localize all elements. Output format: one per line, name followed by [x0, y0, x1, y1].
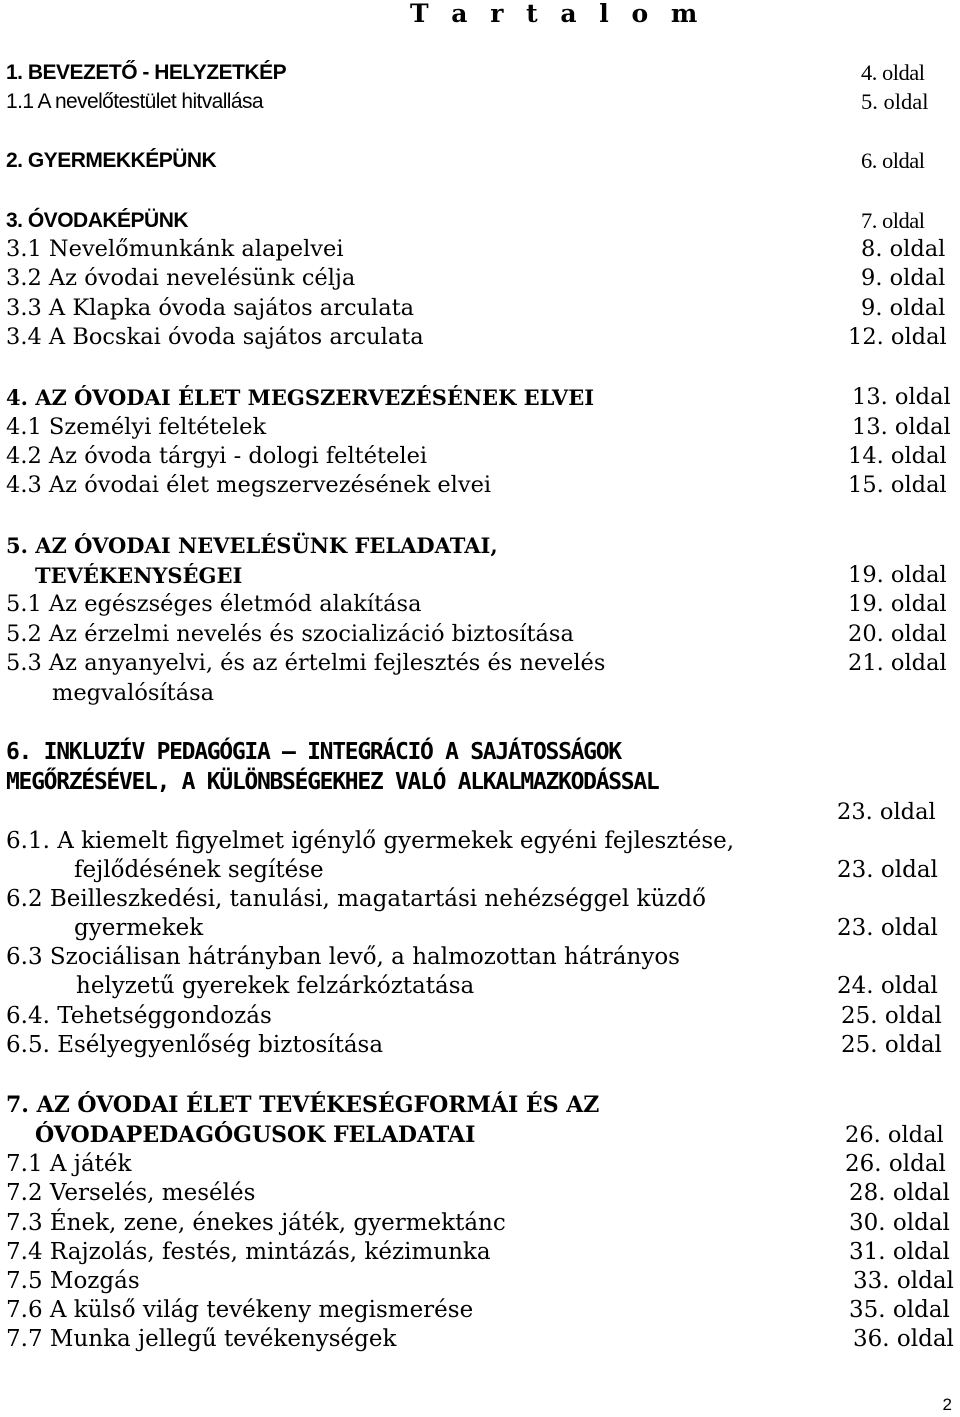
toc-entry [0, 798, 960, 827]
toc-entry [0, 58, 960, 87]
toc-entry-text: 5. AZ ÓVODAI NEVELÉSÜNK FELADATAI, [6, 533, 498, 558]
toc-entry-page: 25. oldal [841, 1032, 942, 1058]
toc-entry-page: 12. oldal [848, 324, 947, 350]
toc-entry [0, 1121, 960, 1150]
toc-entry [0, 885, 960, 914]
toc-entry-text: 5.3 Az anyanyelvi, és az értelmi fejlesztés és nevelés [6, 650, 606, 676]
toc-entry-text: megvalósítása [52, 680, 215, 706]
toc-entry-text: 7.7 Munka jellegű tevékenységek [6, 1326, 397, 1352]
toc-entry [0, 531, 960, 560]
toc-entry-page: 35. oldal [849, 1297, 950, 1323]
toc-entry-page: 9. oldal [861, 295, 946, 321]
toc-entry [0, 1091, 960, 1120]
toc-entry-text: 3.2 Az óvodai nevelésünk célja [6, 265, 356, 291]
toc-entry-text: 1.1 A nevelőtestület hitvallása [6, 90, 263, 113]
toc-entry-text: 6.4. Tehetséggondozás [6, 1003, 272, 1029]
toc-entry-text: 7.6 A külső világ tevékeny megismerése [6, 1297, 474, 1323]
toc-entry-page: 36. oldal [853, 1326, 954, 1352]
toc-entry [0, 235, 960, 264]
toc-entry [0, 1267, 960, 1296]
toc-entry [0, 1325, 960, 1354]
toc-entry [0, 649, 960, 678]
toc-entry-text: 7.1 A játék [6, 1151, 132, 1177]
toc-entry [0, 972, 960, 1001]
toc-entry-text: 7. AZ ÓVODAI ÉLET TEVÉKESÉGFORMÁI ÉS AZ [6, 1092, 600, 1118]
toc-entry-text: 4.2 Az óvoda tárgyi - dologi feltételei [6, 443, 428, 469]
toc-entry-text: 7.4 Rajzolás, festés, mintázás, kézimunka [6, 1239, 491, 1265]
toc-entry [0, 561, 960, 590]
toc-title-text: T a r t a l o m [410, 0, 705, 28]
toc-entry-text: 3.4 A Bocskai óvoda sajátos arculata [6, 324, 424, 350]
toc-entry-text: 4. AZ ÓVODAI ÉLET MEGSZERVEZÉSÉNEK ELVEI [6, 385, 595, 410]
toc-entry [0, 383, 960, 412]
toc-entry-page: 31. oldal [849, 1239, 950, 1265]
toc-entry [0, 413, 960, 442]
toc-entry-text: 3.1 Nevelőmunkánk alapelvei [6, 236, 344, 262]
toc-entry-text: 4.3 Az óvodai élet megszervezésének elvei [6, 472, 492, 498]
toc-entry [0, 264, 960, 293]
toc-entry-text: 6.1. A kiemelt figyelmet igénylő gyermekek egyéni fejlesztése, [6, 828, 735, 854]
toc-entry-text: 2. GYERMEKKÉPÜNK [6, 149, 217, 172]
toc-entry-text: ÓVODAPEDAGÓGUSOK FELADATAI [35, 1122, 476, 1148]
toc-entry-page: 15. oldal [848, 472, 947, 498]
toc-entry-text: 7.2 Verselés, mesélés [6, 1180, 256, 1206]
toc-entry-text: 3.3 A Klapka óvoda sajátos arculata [6, 295, 415, 321]
toc-entry-text: 6.5. Esélyegyenlőség biztosítása [6, 1032, 384, 1058]
toc-entry-page: 4. oldal [861, 60, 925, 85]
toc-entry-page: 26. oldal [845, 1122, 944, 1148]
toc-entry [0, 1031, 960, 1060]
toc-entry [0, 738, 960, 767]
toc-entry-text: 7.5 Mozgás [6, 1268, 140, 1294]
toc-entry [0, 1238, 960, 1267]
toc-entry [0, 294, 960, 323]
toc-entry-page: 7. oldal [861, 208, 925, 233]
toc-entry-text: TEVÉKENYSÉGEI [35, 563, 243, 588]
toc-entry [0, 914, 960, 943]
toc-entry-text: gyermekek [74, 915, 204, 941]
toc-entry-page: 21. oldal [848, 650, 947, 676]
toc-entry [0, 590, 960, 619]
toc-entry [0, 1296, 960, 1325]
toc-entry-text: 4.1 Személyi feltételek [6, 414, 267, 440]
toc-entry-page: 6. oldal [861, 148, 925, 173]
toc-entry-text: fejlődésének segítése [74, 857, 324, 883]
toc-entry-page: 23. oldal [837, 915, 938, 941]
toc-entry-text: 6.2 Beilleszkedési, tanulási, magatartási nehézséggel küzdő [6, 886, 706, 912]
toc-entry-page: 33. oldal [853, 1268, 954, 1294]
toc-entry [0, 442, 960, 471]
toc-entry [0, 1002, 960, 1031]
toc-entry-text: 5.2 Az érzelmi nevelés és szocializáció biztosítása [6, 621, 574, 647]
toc-entry-page: 14. oldal [848, 443, 947, 469]
page-number: 2 [942, 1395, 952, 1414]
toc-entry-text: helyzetű gyerekek felzárkóztatása [76, 973, 475, 999]
toc-entry-text: 6.3 Szociálisan hátrányban levő, a halmozottan hátrányos [6, 944, 680, 970]
toc-entry-page: 13. oldal [852, 414, 951, 440]
toc-entry [0, 471, 960, 500]
toc-entry-text: 5.1 Az egészséges életmód alakítása [6, 591, 422, 617]
toc-entry-page: 19. oldal [848, 591, 947, 617]
toc-entry-page: 8. oldal [861, 236, 946, 262]
toc-entry [0, 1150, 960, 1179]
toc-entry-page: 23. oldal [837, 857, 938, 883]
toc-entry-page: 19. oldal [848, 562, 947, 588]
toc-entry-text: 6. INKLUZÍV PEDAGÓGIA – INTEGRÁCIÓ A SAJÁTOSSÁGOK [6, 739, 621, 765]
toc-entry-page: 24. oldal [837, 973, 938, 999]
toc-entry-page: 26. oldal [845, 1151, 946, 1177]
toc-entry-text: 1. BEVEZETŐ - HELYZETKÉP [6, 61, 287, 84]
toc-entry [0, 856, 960, 885]
toc-entry [0, 827, 960, 856]
toc-entry-page: 5. oldal [861, 89, 929, 114]
toc-entry [0, 1179, 960, 1208]
toc-entry [0, 87, 960, 116]
toc-entry-page: 30. oldal [849, 1210, 950, 1236]
toc-entry [0, 206, 960, 235]
toc-entry-page: 28. oldal [849, 1180, 950, 1206]
toc-entry [0, 146, 960, 175]
toc-entry-page: 9. oldal [861, 265, 946, 291]
toc-entry-page: 25. oldal [841, 1003, 942, 1029]
toc-entry [0, 943, 960, 972]
toc-entry-text: 3. ÓVODAKÉPÜNK [6, 209, 189, 232]
toc-entry [0, 679, 960, 708]
toc-entry-page: 23. oldal [837, 799, 936, 825]
toc-entry [0, 768, 960, 797]
toc-entry [0, 620, 960, 649]
toc-entry-text: MEGŐRZÉSÉVEL, A KÜLÖNBSÉGEKHEZ VALÓ ALKALMAZKODÁSSAL [6, 769, 659, 795]
toc-entry-page: 13. oldal [852, 384, 951, 410]
toc-entry [0, 1209, 960, 1238]
toc-entry [0, 323, 960, 352]
toc-entry-text: 7.3 Ének, zene, énekes játék, gyermektánc [6, 1210, 506, 1236]
toc-entry-page: 20. oldal [848, 621, 947, 647]
